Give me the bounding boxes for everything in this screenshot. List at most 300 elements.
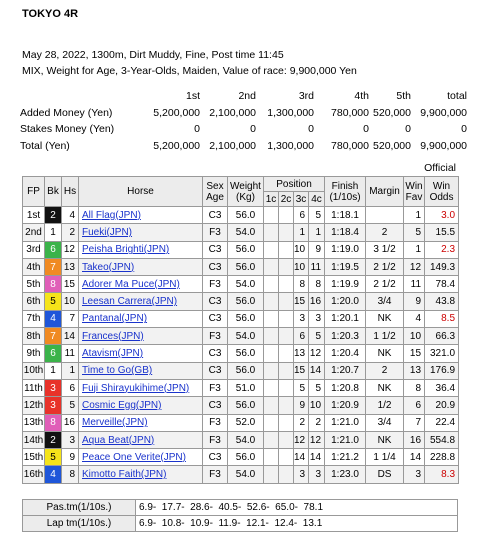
corner-3: 8 [294,276,309,293]
horse-link[interactable]: Fuji Shirayukihime(JPN) [82,382,190,394]
win-odds: 78.4 [425,276,459,293]
weight: 56.0 [228,449,264,466]
finish-position: 6th [23,293,45,310]
corner-1 [264,328,279,345]
result-row [23,241,459,258]
weight: 54.0 [228,431,264,448]
weight: 56.0 [228,241,264,258]
bracket-number: 8 [45,414,62,431]
corner-1 [264,207,279,224]
result-row [23,414,459,431]
bracket-number: 7 [45,258,62,275]
col-corner-3: 3c [294,192,309,207]
horse-number: 8 [62,466,79,483]
horse-number: 15 [62,276,79,293]
prize-value: 780,000 [331,106,369,119]
finish-position: 15th [23,449,45,466]
horse-link[interactable]: Kimotto Faith(JPN) [82,469,167,481]
finish-position: 5th [23,276,45,293]
corner-2 [279,241,294,258]
sex-age: C3 [203,449,228,466]
corner-1 [264,379,279,396]
corner-4: 1 [309,224,325,241]
win-odds: 8.5 [425,310,459,327]
prize-header: 5th [396,90,411,103]
bracket-number: 1 [45,224,62,241]
col-corner-1: 1c [264,192,279,207]
weight: 56.0 [228,310,264,327]
win-favorite: 16 [404,431,425,448]
horse-number: 7 [62,310,79,327]
corner-2 [279,258,294,275]
horse-name-cell [79,466,203,483]
finish-position: 10th [23,362,45,379]
finish-time: 1:20.0 [325,293,366,310]
win-favorite: 1 [404,207,425,224]
result-row [23,276,459,293]
horse-name-cell [79,414,203,431]
horse-link[interactable]: Fueki(JPN) [82,226,133,238]
margin: 2 [366,362,404,379]
corner-4: 5 [309,379,325,396]
corner-2 [279,449,294,466]
horse-name-cell [79,431,203,448]
prize-value: 0 [405,123,411,136]
corner-3: 3 [294,466,309,483]
corner-1 [264,466,279,483]
horse-link[interactable]: Cosmic Egg(JPN) [82,399,162,411]
margin: 1 1/2 [366,328,404,345]
prize-value: 520,000 [373,106,411,119]
margin: NK [366,310,404,327]
bracket-number: 6 [45,345,62,362]
weight: 56.0 [228,345,264,362]
corner-3: 5 [294,379,309,396]
corner-2 [279,345,294,362]
col-corner-2: 2c [279,192,294,207]
win-odds: 2.3 [425,241,459,258]
sex-age: C3 [203,241,228,258]
corner-2 [279,379,294,396]
prize-value: 0 [363,123,369,136]
corner-2 [279,276,294,293]
horse-link[interactable]: Time to Go(GB) [82,365,153,377]
bracket-number: 2 [45,207,62,224]
horse-number: 11 [62,345,79,362]
win-favorite: 13 [404,362,425,379]
corner-4: 11 [309,258,325,275]
prize-row-label: Added Money (Yen) [20,106,113,119]
finish-position: 14th [23,431,45,448]
finish-time: 1:20.3 [325,328,366,345]
weight: 56.0 [228,258,264,275]
corner-3: 9 [294,397,309,414]
horse-name-cell [79,345,203,362]
corner-4: 5 [309,328,325,345]
result-row [23,293,459,310]
margin: 1 1/4 [366,449,404,466]
finish-time: 1:20.7 [325,362,366,379]
corner-3: 10 [294,241,309,258]
win-odds: 176.9 [425,362,459,379]
horse-name-cell [79,310,203,327]
col-weight: Weight (Kg) [228,177,264,207]
win-odds: 321.0 [425,345,459,362]
corner-2 [279,207,294,224]
result-row [23,397,459,414]
col-margin: Margin [366,177,404,207]
sex-age: F3 [203,379,228,396]
sex-age: C3 [203,397,228,414]
horse-name-cell [79,397,203,414]
result-row [23,431,459,448]
win-favorite: 3 [404,466,425,483]
win-favorite: 12 [404,258,425,275]
horse-number: 13 [62,258,79,275]
prize-header: 1st [185,90,200,103]
sex-age: F3 [203,466,228,483]
horse-number: 2 [62,224,79,241]
corner-3: 1 [294,224,309,241]
corner-1 [264,258,279,275]
win-odds: 15.5 [425,224,459,241]
win-odds: 8.3 [425,466,459,483]
corner-2 [279,466,294,483]
win-favorite: 1 [404,241,425,258]
prize-row-label: Total (Yen) [20,139,70,152]
finish-position: 16th [23,466,45,483]
col-corner-4: 4c [309,192,325,207]
col-finish: Finish (1/10s) [325,177,366,207]
corner-1 [264,397,279,414]
margin: NK [366,345,404,362]
corner-2 [279,397,294,414]
horse-link[interactable]: Takeo(JPN) [82,261,135,273]
corner-4: 14 [309,449,325,466]
lap-time-values: 6.9- 10.8- 10.9- 11.9- 12.1- 12.4- 13.1 [136,516,458,532]
margin: NK [366,431,404,448]
win-favorite: 6 [404,397,425,414]
corner-1 [264,241,279,258]
horse-number: 1 [62,362,79,379]
horse-number: 16 [62,414,79,431]
margin: DS [366,466,404,483]
prize-header: total [447,90,467,103]
corner-4: 3 [309,310,325,327]
horse-name-cell [79,207,203,224]
prize-row-total [20,138,467,155]
corner-1 [264,362,279,379]
horse-name-cell [79,293,203,310]
win-favorite: 7 [404,414,425,431]
corner-4: 3 [309,466,325,483]
weight: 51.0 [228,379,264,396]
sex-age: F3 [203,224,228,241]
prize-value: 9,900,000 [420,106,467,119]
finish-time: 1:18.1 [325,207,366,224]
horse-link[interactable]: Atavism(JPN) [82,348,144,360]
bracket-number: 5 [45,449,62,466]
result-row [23,379,459,396]
horse-link[interactable]: Frances(JPN) [82,330,144,342]
bracket-number: 2 [45,431,62,448]
win-odds: 3.0 [425,207,459,224]
corner-4: 5 [309,207,325,224]
corner-1 [264,293,279,310]
win-favorite: 14 [404,449,425,466]
prize-row-stakes [20,121,467,138]
prize-row-label: Stakes Money (Yen) [20,123,115,136]
horse-number: 10 [62,293,79,310]
race-info-conditions: MIX, Weight for Age, 3-Year-Olds, Maiden, Value of race: 9,900,000 Yen [22,65,357,77]
prize-money-table [20,88,467,154]
prize-value: 2,100,000 [209,139,256,152]
bracket-number: 5 [45,293,62,310]
result-row [23,310,459,327]
corner-4: 2 [309,414,325,431]
win-favorite: 5 [404,224,425,241]
corner-1 [264,431,279,448]
col-winfav: Win Fav [404,177,425,207]
horse-number: 12 [62,241,79,258]
result-row [23,466,459,483]
corner-3: 13 [294,345,309,362]
result-row [23,449,459,466]
finish-time: 1:20.8 [325,379,366,396]
prize-value: 0 [461,123,467,136]
corner-4: 12 [309,431,325,448]
corner-4: 9 [309,241,325,258]
bracket-number: 6 [45,241,62,258]
prize-value: 780,000 [331,139,369,152]
margin [366,207,404,224]
horse-number: 3 [62,431,79,448]
margin: 1/2 [366,397,404,414]
corner-2 [279,310,294,327]
prize-row-added [20,105,467,122]
corner-1 [264,224,279,241]
corner-3: 10 [294,258,309,275]
finish-position: 2nd [23,224,45,241]
sex-age: C3 [203,258,228,275]
prize-header: 2nd [238,90,256,103]
lap-time-row [23,516,458,532]
win-odds: 43.8 [425,293,459,310]
weight: 56.0 [228,362,264,379]
horse-link[interactable]: Peisha Brighti(JPN) [82,244,170,256]
corner-2 [279,414,294,431]
horse-link[interactable]: Adorer Ma Puce(JPN) [82,278,180,290]
corner-3: 6 [294,328,309,345]
margin: 3/4 [366,414,404,431]
finish-time: 1:19.9 [325,276,366,293]
horse-number: 4 [62,207,79,224]
finish-position: 7th [23,310,45,327]
prize-value: 5,200,000 [153,106,200,119]
horse-name-cell [79,379,203,396]
result-row [23,345,459,362]
weight: 54.0 [228,466,264,483]
corner-2 [279,293,294,310]
sex-age: F3 [203,276,228,293]
win-favorite: 8 [404,379,425,396]
win-favorite: 15 [404,345,425,362]
result-row [23,258,459,275]
corner-1 [264,276,279,293]
finish-position: 13th [23,414,45,431]
sex-age: F3 [203,414,228,431]
horse-name-cell [79,276,203,293]
horse-name-cell [79,241,203,258]
race-title: TOKYO 4R [22,8,79,20]
horse-name-cell [79,328,203,345]
horse-link[interactable]: Merveille(JPN) [82,417,148,429]
win-favorite: 4 [404,310,425,327]
corner-4: 14 [309,362,325,379]
horse-name-cell [79,258,203,275]
corner-1 [264,345,279,362]
finish-time: 1:20.4 [325,345,366,362]
col-sexage: Sex Age [203,177,228,207]
win-odds: 36.4 [425,379,459,396]
weight: 54.0 [228,328,264,345]
margin: 3 1/2 [366,241,404,258]
corner-4: 8 [309,276,325,293]
sex-age: C3 [203,345,228,362]
corner-2 [279,431,294,448]
bracket-number: 3 [45,379,62,396]
horse-link[interactable]: Pantanal(JPN) [82,313,148,325]
bracket-number: 8 [45,276,62,293]
win-favorite: 11 [404,276,425,293]
horse-number: 9 [62,449,79,466]
finish-time: 1:18.4 [325,224,366,241]
horse-name-cell [79,362,203,379]
prize-header: 3rd [298,90,314,103]
finish-position: 11th [23,379,45,396]
horse-name-cell [79,224,203,241]
margin: 3/4 [366,293,404,310]
horse-number: 14 [62,328,79,345]
win-odds: 20.9 [425,397,459,414]
finish-time: 1:19.5 [325,258,366,275]
win-odds: 149.3 [425,258,459,275]
finish-time: 1:20.9 [325,397,366,414]
finish-position: 4th [23,258,45,275]
horse-link[interactable]: Aqua Beat(JPN) [82,434,155,446]
prize-value: 2,100,000 [209,106,256,119]
bracket-number: 3 [45,397,62,414]
finish-time: 1:19.0 [325,241,366,258]
win-odds: 554.8 [425,431,459,448]
col-hs: Hs [62,177,79,207]
prize-value: 0 [308,123,314,136]
result-row [23,328,459,345]
weight: 54.0 [228,276,264,293]
prize-value: 520,000 [373,139,411,152]
corner-4: 12 [309,345,325,362]
horse-number: 5 [62,397,79,414]
lap-times-table [22,499,458,532]
margin: 2 1/2 [366,276,404,293]
corner-4: 16 [309,293,325,310]
weight: 56.0 [228,397,264,414]
weight: 52.0 [228,414,264,431]
win-favorite: 10 [404,328,425,345]
sex-age: C3 [203,310,228,327]
corner-2 [279,328,294,345]
corner-1 [264,310,279,327]
corner-3: 12 [294,431,309,448]
corner-3: 2 [294,414,309,431]
prize-value: 0 [250,123,256,136]
passing-time-values: 6.9- 17.7- 28.6- 40.5- 52.6- 65.0- 78.1 [136,500,458,516]
prize-header: 4th [354,90,369,103]
finish-time: 1:21.2 [325,449,366,466]
lap-time-label: Lap tm(1/10s.) [23,516,136,532]
horse-name-cell [79,449,203,466]
horse-link[interactable]: Leesan Carrera(JPN) [82,296,178,308]
finish-time: 1:23.0 [325,466,366,483]
corner-3: 15 [294,362,309,379]
margin: NK [366,379,404,396]
sex-age: C3 [203,293,228,310]
win-favorite: 9 [404,293,425,310]
col-fp: FP [23,177,45,207]
margin: 2 1/2 [366,258,404,275]
prize-value: 1,300,000 [267,106,314,119]
corner-3: 15 [294,293,309,310]
bracket-number: 4 [45,310,62,327]
result-row [23,207,459,224]
win-odds: 22.4 [425,414,459,431]
result-row [23,362,459,379]
weight: 56.0 [228,207,264,224]
corner-4: 10 [309,397,325,414]
margin: 2 [366,224,404,241]
race-info-date: May 28, 2022, 1300m, Dirt Muddy, Fine, Post time 11:45 [22,49,284,61]
prize-header-row [20,88,467,105]
prize-value: 5,200,000 [153,139,200,152]
corner-1 [264,449,279,466]
results-table [22,176,459,484]
corner-3: 3 [294,310,309,327]
finish-position: 9th [23,345,45,362]
finish-time: 1:20.1 [325,310,366,327]
bracket-number: 7 [45,328,62,345]
horse-number: 6 [62,379,79,396]
passing-time-row [23,500,458,516]
sex-age: C3 [203,207,228,224]
finish-position: 1st [23,207,45,224]
prize-value: 1,300,000 [267,139,314,152]
horse-link[interactable]: All Flag(JPN) [82,209,141,221]
col-bk: Bk [45,177,62,207]
horse-link[interactable]: Peace One Verite(JPN) [82,451,186,463]
prize-value: 9,900,000 [420,139,467,152]
corner-1 [264,414,279,431]
win-odds: 228.8 [425,449,459,466]
corner-2 [279,362,294,379]
passing-time-label: Pas.tm(1/10s.) [23,500,136,516]
bracket-number: 4 [45,466,62,483]
col-position: Position [264,177,325,192]
result-row [23,224,459,241]
win-odds: 66.3 [425,328,459,345]
corner-3: 14 [294,449,309,466]
finish-time: 1:21.0 [325,414,366,431]
sex-age: C3 [203,362,228,379]
